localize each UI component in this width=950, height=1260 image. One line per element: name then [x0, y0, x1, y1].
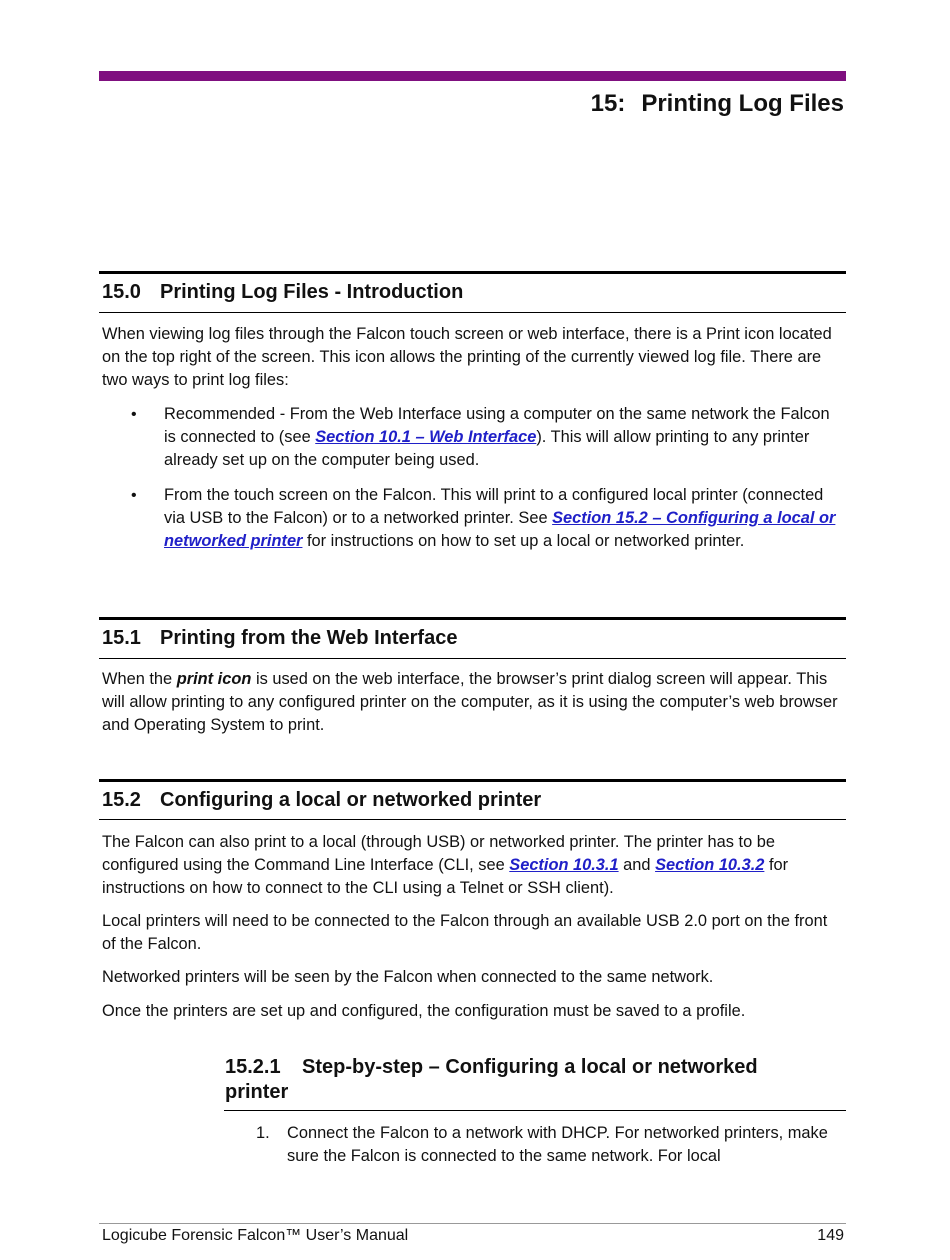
step-number: 1.: [256, 1124, 270, 1142]
section-bottom-rule: [99, 312, 846, 313]
print-icon-term: print icon: [176, 670, 252, 688]
section-heading-15-0: [102, 281, 463, 304]
bullet-text: ). This will allow printing to any printer already set up on the computer being used.: [164, 428, 810, 469]
paragraph-text: The Falcon can also print to a local (through USB) or networked printer. The printer has to be configured using the Command Line Interface (CLI, see: [102, 833, 775, 874]
profile-paragraph: Once the printers are set up and configured, the configuration must be saved to a profile.: [102, 1002, 746, 1020]
subsection-heading-15-2-1: [225, 1055, 825, 1105]
networked-printers-paragraph: Networked printers will be seen by the Falcon when connected to the same network.: [102, 968, 714, 986]
link-section-15-2[interactable]: Section 15.2 – Configuring a local or networked printer: [164, 509, 836, 550]
link-section-10-3-2[interactable]: Section 10.3.2: [655, 856, 765, 874]
bullet-icon: •: [131, 406, 137, 423]
subsection-rule: [224, 1110, 846, 1111]
section-heading-15-1: [102, 627, 457, 650]
bullet-icon: •: [131, 487, 137, 504]
section-number: 15.1: [102, 627, 141, 649]
intro-paragraph: When viewing log files through the Falcon touch screen or web interface, there is a Print icon located on the top right of the screen. This icon allows the printing of the currently viewed log file. There are two ways to print log files:: [102, 325, 832, 389]
section-number: 15.0: [102, 281, 141, 303]
section-heading-15-2: [102, 789, 541, 812]
section-top-rule: [99, 617, 846, 620]
subsection-number: 15.2.1: [225, 1056, 281, 1078]
section-bottom-rule: [99, 658, 846, 659]
section-bottom-rule: [99, 819, 846, 820]
configure-paragraph: [102, 831, 842, 900]
web-interface-paragraph: [102, 668, 842, 737]
paragraph-text: and: [618, 856, 656, 874]
section-title: Printing from the Web Interface: [160, 627, 458, 649]
bullet-text: Recommended - From the Web Interface using a computer on the same network the Falcon is connected to (see: [164, 405, 830, 446]
section-number: 15.2: [102, 789, 141, 811]
chapter-title-text: Printing Log Files: [641, 90, 844, 117]
bullet-text: for instructions on how to set up a local or networked printer.: [302, 532, 745, 550]
subsection-title: Step-by-step – Configuring a local or networked printer: [225, 1056, 758, 1103]
footer-rule: [99, 1223, 846, 1224]
chapter-accent-bar: [99, 71, 846, 81]
section-top-rule: [99, 271, 846, 274]
section-top-rule: [99, 779, 846, 782]
chapter-number: 15:: [590, 90, 626, 117]
link-section-10-1[interactable]: Section 10.1 – Web Interface: [315, 428, 537, 446]
page-number: 149: [817, 1227, 844, 1244]
paragraph-text: is used on the web interface, the browser’s print dialog screen will appear. This will allow printing to any configured printer on the computer, as it is using the computer’s web browser and Operating System to print.: [102, 670, 838, 734]
list-item: [164, 484, 842, 553]
paragraph-text: for instructions on how to connect to the CLI using a Telnet or SSH client).: [102, 856, 789, 897]
paragraph-text: When the: [102, 670, 177, 688]
step-text: Connect the Falcon to a network with DHCP. For networked printers, make sure the Falcon is connected to the same network. For local: [287, 1124, 828, 1165]
section-title: Printing Log Files - Introduction: [160, 281, 464, 303]
link-section-10-3-1[interactable]: Section 10.3.1: [509, 856, 619, 874]
list-item: [164, 403, 842, 472]
local-printers-paragraph: Local printers will need to be connected to the Falcon through an available USB 2.0 port on the front of the Falcon.: [102, 912, 828, 953]
footer-manual-title: Logicube Forensic Falcon™ User’s Manual: [102, 1227, 409, 1244]
section-title: Configuring a local or networked printer: [160, 789, 542, 811]
bullet-text: From the touch screen on the Falcon. This will print to a configured local printer (connected via USB to the Falcon) or to a networked printer. See: [164, 486, 824, 527]
chapter-title: [591, 90, 844, 118]
